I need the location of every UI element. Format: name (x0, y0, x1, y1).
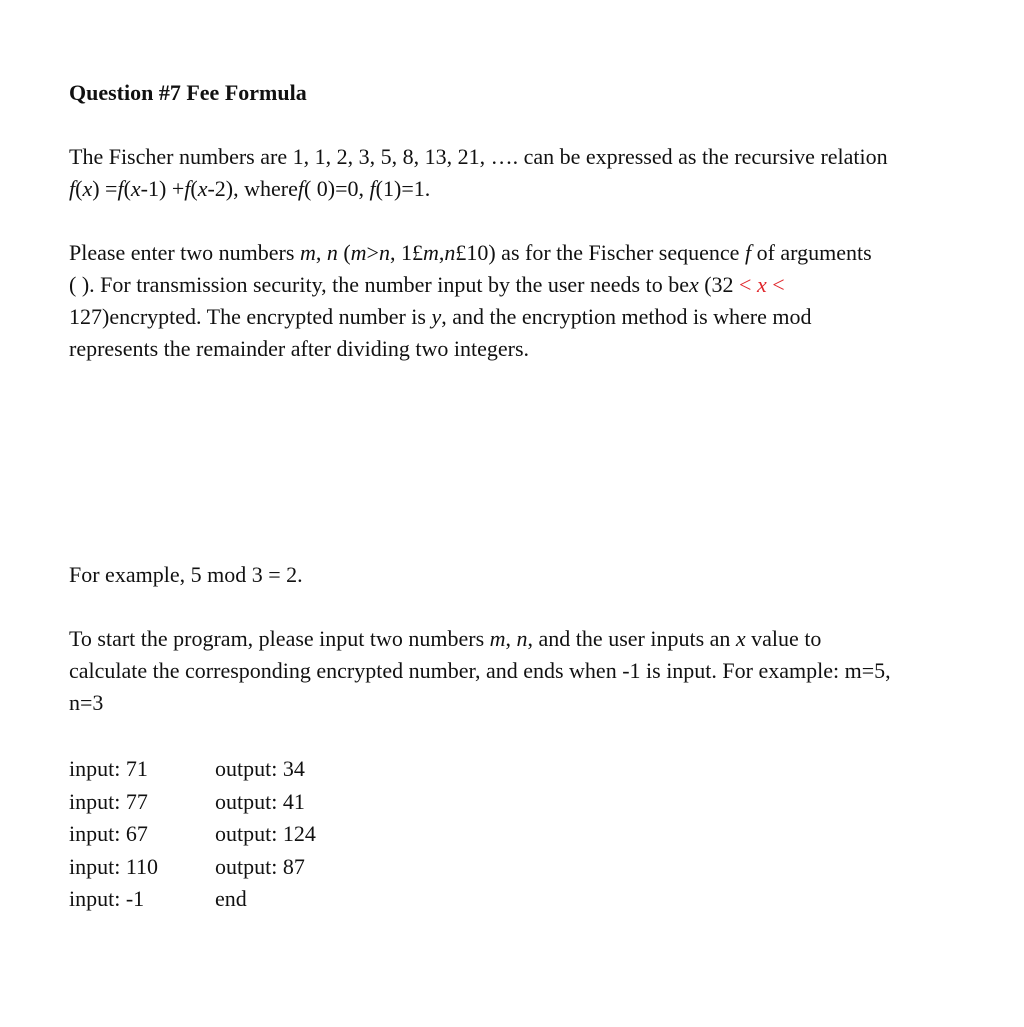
io-output: output: 41 (215, 788, 305, 814)
io-example-table (69, 753, 316, 916)
program-line-2: calculate the corresponding encrypted number, and ends when -1 is input. For example: m=5, (69, 658, 891, 683)
n-symbol: n (516, 626, 528, 651)
f-symbol: f (297, 176, 304, 201)
formula-text: ( 0)=0, (303, 176, 370, 201)
instructions-line-3 (69, 301, 872, 333)
instructions-line-4: represents the remainder after dividing two integers. (69, 336, 530, 361)
less-than-symbol: < (772, 272, 785, 297)
instructions-line-2 (69, 269, 872, 301)
text: 127)encrypted. The encrypted number is (69, 304, 432, 329)
text: , and the user inputs an (527, 626, 736, 651)
formula-text: (1)=1. (375, 176, 431, 201)
text: To start the program, please input two numbers (69, 626, 490, 651)
instructions-paragraph (69, 237, 872, 365)
io-input: input: 110 (69, 853, 159, 879)
intro-line-1: The Fischer numbers are 1, 1, 2, 3, 5, 8, 13, 21, …. can be expressed as the recursive relation (69, 144, 888, 169)
program-line-1 (69, 623, 891, 655)
io-input: input: 71 (69, 756, 148, 781)
less-than-symbol: < (739, 272, 752, 297)
text: ( ). For transmission security, the number input by the user needs to be (69, 272, 689, 297)
x-symbol: x (130, 176, 141, 201)
intro-paragraph (69, 141, 888, 205)
range-highlight (739, 272, 785, 297)
question-title: Question #7 Fee Formula (69, 80, 307, 105)
y-symbol: y (431, 304, 442, 329)
text: , (438, 240, 445, 265)
text: Please enter two numbers (69, 240, 300, 265)
io-input: input: 77 (69, 788, 148, 814)
m-symbol: m (299, 240, 316, 265)
io-row (69, 851, 316, 884)
program-line-3: n=3 (69, 690, 104, 715)
formula-text: -1) + (140, 176, 185, 201)
io-row (69, 883, 316, 916)
text: , and the encryption method is where mod (441, 304, 812, 329)
io-row (69, 818, 316, 851)
f-symbol: f (69, 176, 76, 201)
io-output: output: 34 (215, 756, 305, 781)
x-symbol: x (756, 272, 767, 297)
f-symbol: f (369, 176, 376, 201)
m-symbol: m (350, 240, 367, 265)
text: (32 (698, 272, 740, 297)
io-row (69, 753, 316, 786)
f-symbol: f (744, 240, 752, 265)
formula-text: ) = (92, 176, 118, 201)
x-symbol: x (197, 176, 208, 201)
text: , 1£ (389, 240, 423, 265)
text: > (366, 240, 379, 265)
io-input: input: -1 (69, 886, 145, 911)
io-output: end (215, 886, 247, 911)
x-symbol: x (82, 176, 93, 201)
mod-example: For example, 5 mod 3 = 2. (69, 562, 303, 587)
f-symbol: f (184, 176, 191, 201)
m-symbol: m (422, 240, 439, 265)
io-input: input: 67 (69, 821, 148, 846)
n-symbol: n (444, 240, 456, 265)
text: £10) as for the Fischer sequence (455, 240, 745, 265)
io-row (69, 786, 316, 819)
text: , (505, 626, 517, 651)
x-symbol: x (688, 272, 699, 297)
io-output: output: 87 (215, 853, 305, 879)
recurrence-formula (69, 173, 888, 205)
instructions-line-1 (69, 237, 872, 269)
text: value to (745, 626, 822, 651)
f-symbol: f (117, 176, 124, 201)
formula-text: ( (123, 176, 131, 201)
program-description (69, 623, 891, 719)
n-symbol: n (326, 240, 338, 265)
formula-text: ( (190, 176, 198, 201)
text: , (315, 240, 327, 265)
m-symbol: m (489, 626, 506, 651)
n-symbol: n (378, 240, 390, 265)
formula-text: -2), where (207, 176, 298, 201)
io-output: output: 124 (215, 821, 316, 846)
x-symbol: x (735, 626, 746, 651)
text: ( (337, 240, 351, 265)
text: of arguments (751, 240, 872, 265)
formula-text: ( (75, 176, 83, 201)
